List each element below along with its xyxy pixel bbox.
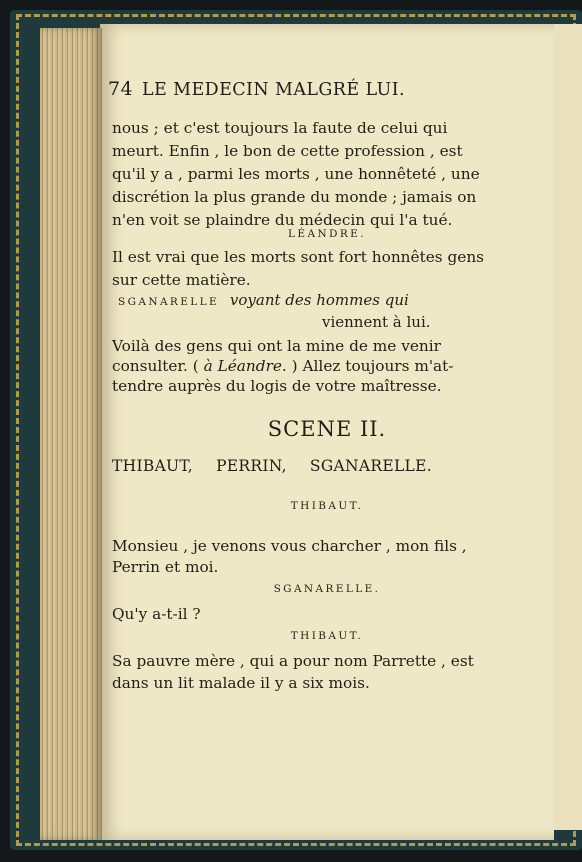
facing-page-edge	[552, 24, 582, 830]
scene-title: SCENE II.	[267, 417, 387, 441]
page-number: 74	[108, 78, 133, 100]
text-line: Qu'y a-t-il ?	[112, 605, 201, 623]
text-line: dans un lit malade il y a six mois.	[112, 674, 370, 692]
text-line: n'en voit se plaindre du médecin qui l'a tué.	[112, 211, 453, 229]
scene-characters: THIBAUT, PERRIN, SGANARELLE.	[112, 457, 432, 475]
stage-direction: voyant des hommes qui	[229, 291, 409, 309]
speaker-label: THIBAUT.	[290, 630, 364, 642]
text-line: Perrin et moi.	[112, 558, 219, 576]
text-line: Il est vrai que les morts sont fort honnêtes gens	[112, 248, 485, 266]
speaker-label: THIBAUT.	[290, 500, 364, 512]
speaker-label: SGANARELLE.	[273, 583, 381, 595]
text-line: discrétion la plus grande du monde ; jamais on	[112, 188, 477, 206]
stage-direction: viennent à lui.	[322, 313, 431, 331]
text-line: meurt. Enfin , le bon de cette profession , est	[112, 142, 463, 160]
text-line: nous ; et c'est toujours la faute de celui qui	[112, 119, 448, 137]
text-line: Monsieu , je venons vous charcher , mon fils ,	[112, 537, 467, 555]
speaker-with-direction	[118, 289, 428, 313]
text-line: sur cette matière.	[112, 271, 251, 289]
page-block-edges	[40, 28, 102, 840]
text-segment: consulter. (	[112, 357, 204, 375]
text-line: Sa pauvre mère , qui a pour nom Parrette , est	[112, 652, 474, 670]
speaker-label: LÉANDRE.	[288, 228, 366, 240]
running-title: LE MEDECIN MALGRÉ LUI.	[141, 80, 405, 100]
text-line	[112, 356, 454, 377]
text-line: Voilà des gens qui ont la mine de me venir	[112, 337, 441, 355]
speaker-label: SGANARELLE	[118, 296, 220, 308]
running-head	[108, 78, 405, 100]
text-segment: ) Allez toujours m'at-	[286, 357, 454, 375]
text-line: qu'il y a , parmi les morts , une honnêteté , une	[112, 165, 480, 183]
text-line: tendre auprès du logis de votre maîtresse.	[112, 377, 442, 395]
stage-direction: à Léandre.	[203, 357, 287, 375]
